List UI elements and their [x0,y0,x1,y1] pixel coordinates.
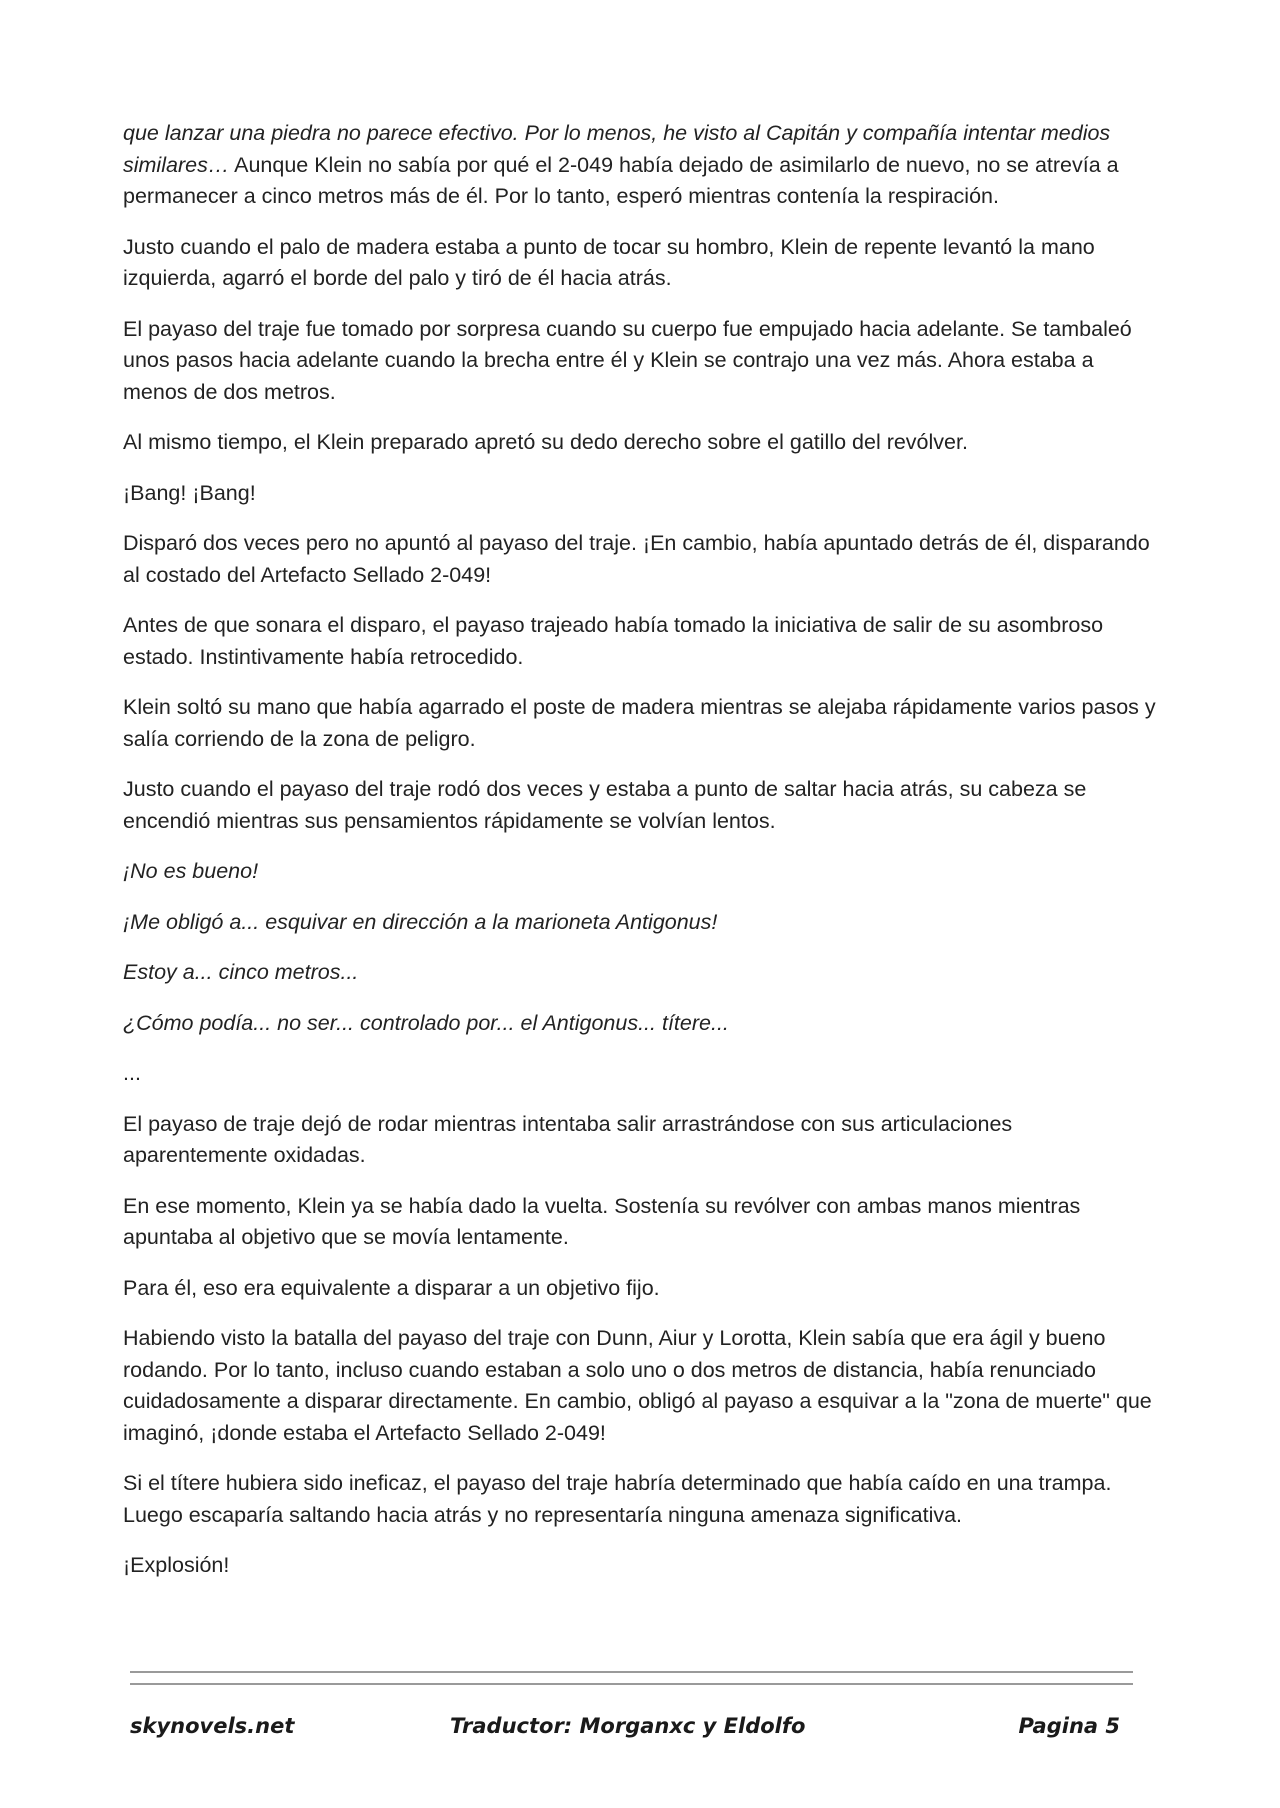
footer-page-number: Pagina 5 [1018,1714,1120,1738]
paragraph: El payaso de traje dejó de rodar mientras intentaba salir arrastrándose con sus articulaciones aparentemente oxidadas. [123,1111,1013,1167]
paragraph-italic: ¡Me obligó a... esquivar en dirección a la marioneta Antigonus! [123,909,718,934]
paragraph: Para él, eso era equivalente a disparar a un objetivo fijo. [123,1275,660,1300]
footer-site: skynovels.net [130,1714,295,1738]
paragraph: El payaso del traje fue tomado por sorpresa cuando su cuerpo fue empujado hacia adelante. Se tambaleó unos pasos hacia adelante cuando la brecha entre él y Klein se contrajo una vez más. Ahora estaba a menos de dos metros. [123,316,1132,404]
paragraph: Justo cuando el palo de madera estaba a punto de tocar su hombro, Klein de repente levantó la mano izquierda, agarró el borde del palo y tiró de él hacia atrás. [123,234,1095,290]
paragraph: Si el títere hubiera sido ineficaz, el payaso del traje habría determinado que había caído en una trampa. Luego escaparía saltando hacia atrás y no representaría ninguna amenaza significativa. [123,1471,1112,1527]
footer-translator: Traductor: Morganxc y Eldolfo [450,1714,806,1738]
paragraph: Justo cuando el payaso del traje rodó dos veces y estaba a punto de saltar hacia atrás, su cabeza se encendió mientras sus pensamientos rápidamente se volvían lentos. [123,777,1087,833]
paragraph: Al mismo tiempo, el Klein preparado apretó su dedo derecho sobre el gatillo del revólver. [123,430,968,454]
footer-divider-top [130,1671,1133,1673]
paragraph-ellipsis: ... [123,1061,141,1085]
paragraph [123,118,1158,213]
paragraph: Habiendo visto la batalla del payaso del traje con Dunn, Aiur y Lorotta, Klein sabía que era ágil y bueno rodando. Por lo tanto, incluso cuando estaban a solo uno o dos metros de distancia, había renunciado cuidadosamente a disparar directamente. En cambio, obligó al payaso a esquivar a la "zona de muerte" que imaginó, ¡donde estaba el Artefacto Sellado 2-049! [123,1326,1152,1445]
paragraph-italic: ¡No es bueno! [123,859,259,883]
paragraph: Disparó dos veces pero no apuntó al payaso del traje. ¡En cambio, había apuntado detrás de él, disparando al costado del Artefacto Sellado 2-049! [123,531,1150,587]
document-body [123,118,1158,1601]
paragraph: En ese momento, Klein ya se había dado la vuelta. Sostenía su revólver con ambas manos mientras apuntaba al objetivo que se movía lentamente. [123,1193,1081,1249]
footer-divider-bottom [130,1683,1133,1685]
paragraph-italic: ¿Cómo podía... no ser... controlado por... el Antigonus... títere... [123,1010,729,1035]
paragraph-italic: Estoy a... cinco metros... [123,960,359,984]
paragraph-normal-part: Aunque Klein no sabía por qué el 2-049 había dejado de asimilarlo de nuevo, no se atrevía a permanecer a cinco metros más de él. Por lo tanto, esperó mientras contenía la respiración. [123,152,1119,208]
paragraph: ¡Bang! ¡Bang! [123,480,256,505]
paragraph: Klein soltó su mano que había agarrado el poste de madera mientras se alejaba rápidamente varios pasos y salía corriendo de la zona de peligro. [123,695,1156,751]
paragraph: Antes de que sonara el disparo, el payaso trajeado había tomado la iniciativa de salir de su asombroso estado. Instintivamente había retrocedido. [123,613,1104,669]
paragraph-italic-part: que lanzar una piedra no parece efectivo. Por lo menos, he visto al Capitán y compañía intentar medios similares… [123,121,1111,177]
paragraph: ¡Explosión! [123,1553,230,1577]
